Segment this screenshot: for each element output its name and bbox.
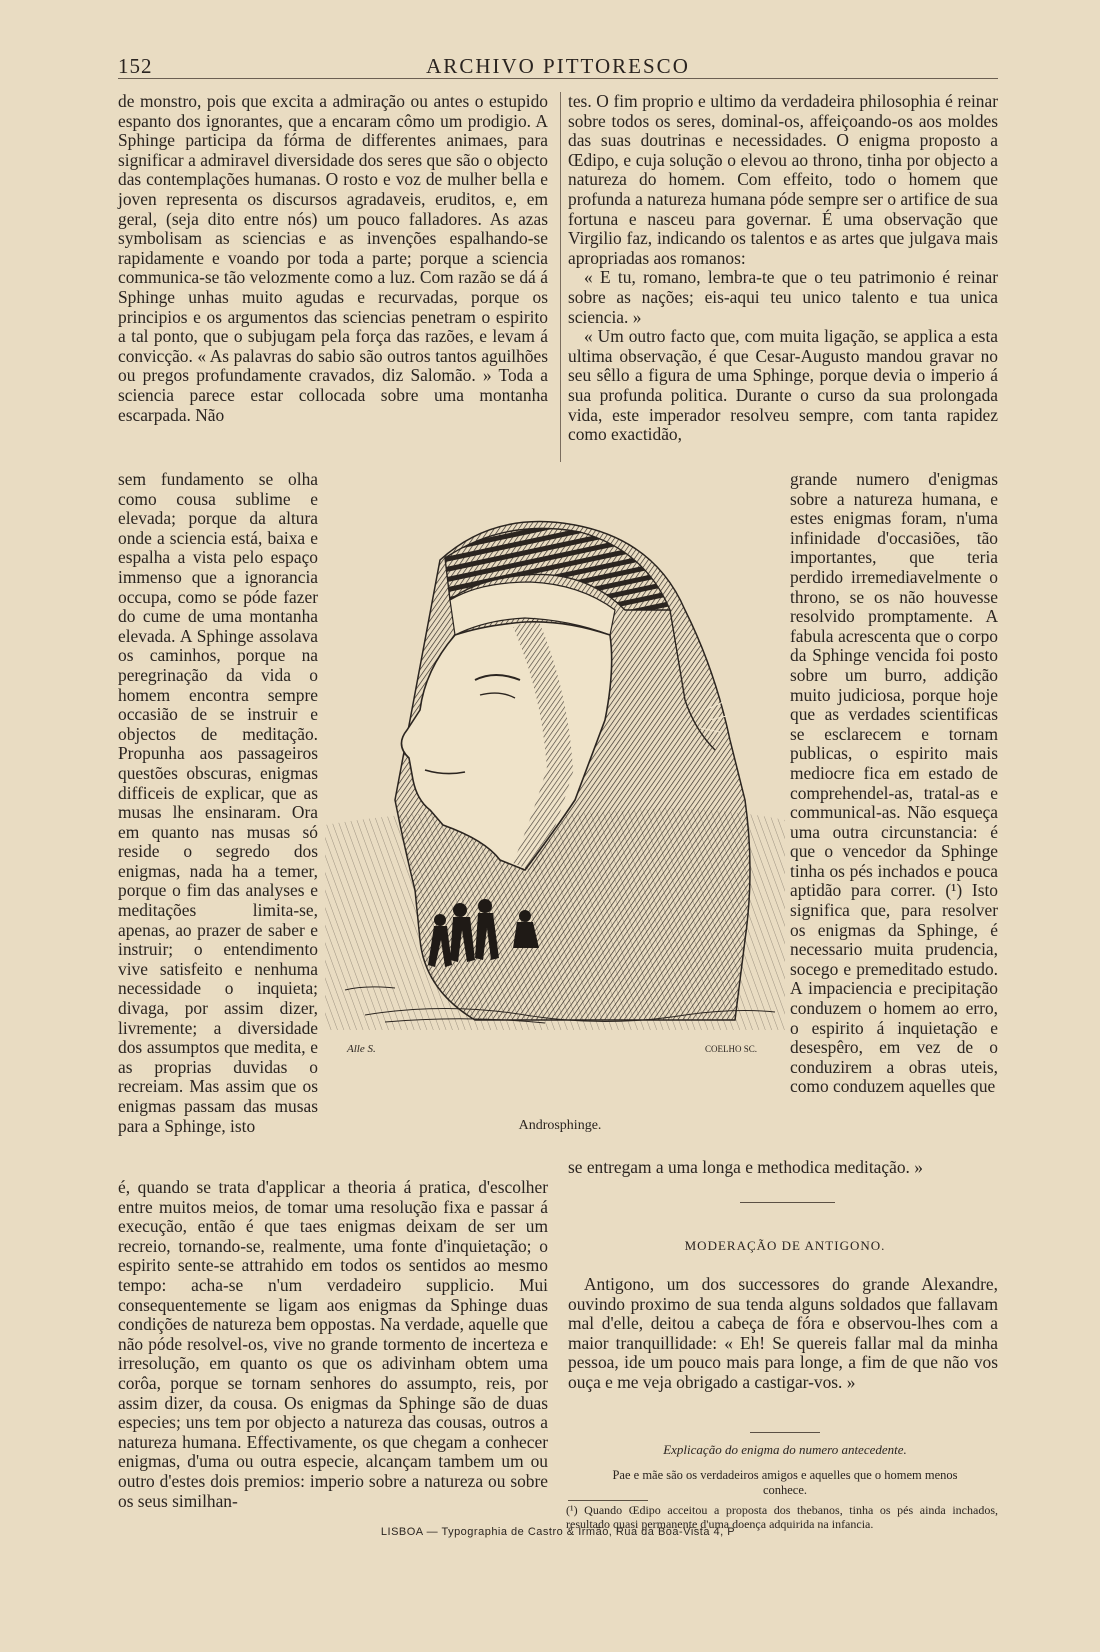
sphinx-engraving-image	[325, 470, 785, 1080]
section-body-column	[568, 1275, 998, 1393]
page-header	[118, 50, 998, 79]
right-continuation-paragraph: se entregam a uma longa e methodica meditação. »	[568, 1157, 923, 1177]
explanation-title: Explicação do enigma do numero antecedente.	[663, 1442, 907, 1457]
engraving-signature-right: COELHO SC.	[705, 1044, 758, 1054]
left-top-paragraph: de monstro, pois que excita a admiração ou antes o estupido espanto dos ignorantes, que a encaram cômo um prodigio. A Sphinge participa da fórma de differentes animaes, para significar a admiravel diversidade dos seres que são o objecto das contemplações humanas. O rosto e voz de mulher bella e joven representa os discursos agradaveis, eruditos, e, em geral, (seja dito entre nós) um pouco falladores. As azas symbolisam as sciencias e as invenções espalhando-se rapidamente e voando por toda a parte; porque a sciencia communica-se tão velozmente como a luz. Com razão se dá á Sphinge unhas muito agudas e recurvadas, porque os principios e os argumentos das sciencias penetram o espirito a tal ponto, que o subjugam pela força das razões, e levam á convicção. « As palavras do sabio são outros tantos aguilhões ou pregos profundamente cravados, diz Salomão. » Toda a sciencia parece estar collocada sobre uma montanha escarpada. Não	[118, 91, 548, 425]
right-column-narrow	[790, 470, 998, 1097]
page-number: 152	[118, 54, 153, 78]
imprint-line: LISBOA — Typographia de Castro & Irmão, Rua da Boa-Vista 4, P	[380, 1526, 736, 1538]
right-paragraph-3: « Um outro facto que, com muita ligação, se applica a esta ultima observação, é que Cesar-Augusto mandou gravar no seu sêllo a figura de uma Sphinge, porque devia o imperio á sua profunda politica. Durante o curso da sua prolongada vida, este imperador resolveu sempre, com tanta rapidez como exactidão,	[568, 326, 998, 445]
explanation-separator	[750, 1432, 820, 1433]
sphinx-engraving	[325, 470, 785, 1080]
left-column-top	[118, 92, 548, 425]
section-title: MODERAÇÃO DE ANTIGONO.	[684, 1238, 886, 1253]
right-paragraph-1: tes. O fim proprio e ultimo da verdadeira philosophia é reinar sobre todos os seres, dominal-os, affeiçoando-os aos moldes das suas doutrinas e necessidades. O enigma proposto a Œdipo, e cuja solução o elevou ao throno, tinha por objecto a natureza do homem. Com effeito, todo o homem que profunda a natureza humana póde sempre ser o artifice de sua fortuna e nasceu para governar. É uma observação que Virgilio faz, indicando os talentos e as artes que julgava mais apropriadas aos romanos:	[568, 91, 998, 268]
engraving-signature-left: Alle S.	[347, 1043, 376, 1055]
section-separator	[740, 1202, 835, 1203]
right-narrow-paragraph: grande numero d'enigmas sobre a natureza humana, e estes enigmas foram, n'uma infinidade d'occasiões, tão importantes, que teria perdido irremediavelmente o throno, se os não houvesse resolvido promptamente. A fabula acrescenta que o corpo da Sphinge vencida foi posto sobre um burro, addição muito judiciosa, porque hoje que as verdades scientificas se esclarecem e tornam publicas, o espirito mais mediocre fica em estado de comprehendel-as, tratal-as e communical-as. Não esqueça uma outra circunstancia: é que o vencedor da Sphinge tinha os pés inchados e pouca aptidão para correr. (¹) Isto significa que, para resolver os enigmas da Sphinge, é necessario muita prudencia, socego e premeditado estudo. A impaciencia e precipitação conduzem o homem ao erro, o espirito á inquietação e desespêro, em vez de o conduzirem a obras uteis, como conduzem aquelles que	[790, 469, 998, 1097]
journal-title: ARCHIVO PITTORESCO	[426, 54, 690, 78]
illustration-caption: Androsphinge.	[518, 1118, 602, 1133]
right-paragraph-2: « E tu, romano, lembra-te que o teu patrimonio é reinar sobre as nações; eis-aqui teu unico talento e tua unica sciencia. »	[568, 267, 998, 327]
right-column-continuation	[568, 1158, 998, 1178]
right-column-top	[568, 92, 998, 445]
left-bottom-paragraph: é, quando se trata d'applicar a theoria á pratica, d'escolher entre muitos meios, de tomar uma resolução fixa e passar á execução, então é que taes enigmas deixam de ser um recreio, tornando-se, realmente, uma fonte d'inquietação; o espirito sente-se attrahido em todos os sentidos ao mesmo tempo: acha-se n'um verdadeiro supplicio. Mui consequentemente se ligam aos enigmas da Sphinge duas condições de natureza bem oppostas. Na verdade, aquelle que não póde resolvel-os, vive no grande tormento de incerteza e irresolução, em quanto os que os adivinham obtem uma corôa, porque se tornam senhores do assumpto, reis, por assim dizer, da cousa. Os enigmas da Sphinge são de duas especies; uns tem por objecto a natureza das cousas, outros a natureza humana. Effectivamente, os que chegam a conhecer enigmas, d'uma ou outra especie, alcançam tambem um ou outro d'estes dois premios: imperio sobre a natureza ou sobre os seus similhan-	[118, 1177, 548, 1511]
column-divider	[560, 92, 561, 462]
left-column-narrow	[118, 470, 318, 1136]
footnote: (¹) Quando Œdipo acceitou a proposta dos thebanos, tinha os pés ainda inchados, resultado quasi permanente d'uma doença adquirida na infancia.	[566, 1503, 998, 1531]
explanation-text: Pae e mãe são os verdadeiros amigos e aquelles que o homem menos conhece.	[612, 1468, 958, 1497]
left-column-bottom	[118, 1178, 548, 1511]
left-narrow-paragraph: sem fundamento se olha como cousa sublime e elevada; porque da altura onde a sciencia está, baixa e espalha a vista pelo espaço immenso que a ignorancia occupa, como se póde fazer do cume de uma montanha elevada. A Sphinge assolava os caminhos, porque na peregrinação da vida o homem encontra sempre occasião de se instruir e objectos de meditação. Propunha aos passageiros questões obscuras, enigmas difficeis de explicar, que as musas lhe ensinaram. Ora em quanto nas musas só reside o segredo dos enigmas, nada ha a temer, porque o fim das analyses e meditações limita-se, apenas, ao prazer de saber e instruir; o entendimento vive satisfeito e nenhuma necessidade o inquieta; divaga, por assim dizer, livremente; a diversidade dos assumptos que medita, e as proprias duvidas o recreiam. Mas assim que os enigmas passam das musas para a Sphinge, isto	[118, 469, 318, 1136]
section-body: Antigono, um dos successores do grande Alexandre, ouvindo proximo de sua tenda alguns soldados que fallavam mal d'elle, deitou a cabeça de fóra e observou-lhes com a maior tranquillidade: « Eh! Se quereis fallar mal da minha pessoa, ide um pouco mais para longe, a fim de que não vos ouça e me veja obrigado a castigar-vos. »	[568, 1274, 998, 1392]
footnote-separator	[568, 1500, 648, 1501]
